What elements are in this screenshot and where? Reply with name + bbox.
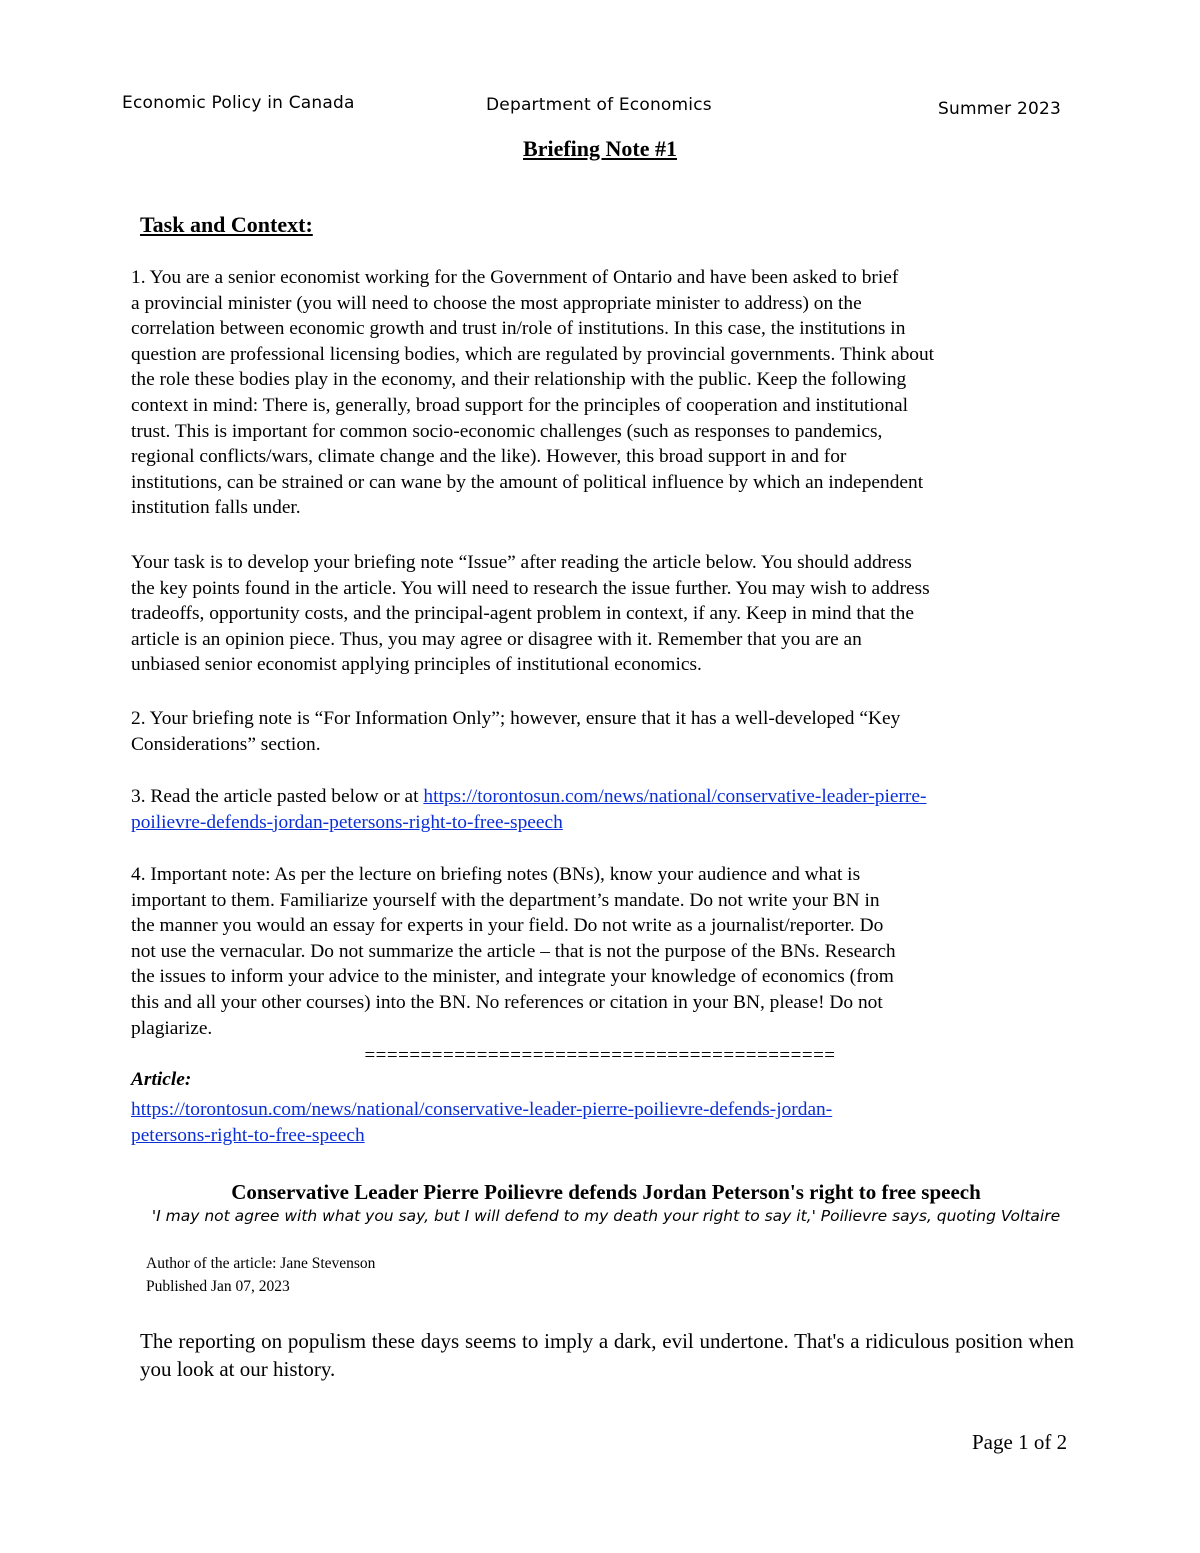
text-line: 4. Important note: As per the lecture on briefing notes (BNs), know your audience and what is bbox=[131, 864, 861, 885]
article-lead-paragraph: The reporting on populism these days seems to imply a dark, evil undertone. That's a ridiculous position when you look at our history. bbox=[140, 1329, 1074, 1381]
text-line: unbiased senior economist applying principles of institutional economics. bbox=[131, 654, 702, 676]
article-url-link-part-2[interactable]: petersons-right-to-free-speech bbox=[131, 1124, 365, 1146]
page-number: Page 1 of 2 bbox=[972, 1430, 1068, 1454]
text-line bbox=[131, 784, 1076, 810]
article-link-part-2[interactable]: poilievre-defends-jordan-petersons-right-to-free-speech bbox=[131, 811, 563, 833]
text-line: context in mind: There is, generally, broad support for the principles of cooperation and institutional bbox=[131, 394, 909, 416]
text-line: plagiarize. bbox=[131, 1017, 213, 1039]
paragraph-information-only bbox=[131, 706, 1076, 757]
read-article-prefix: 3. Read the article pasted below or at bbox=[131, 786, 424, 807]
text-line: not use the vernacular. Do not summarize the article – that is not the purpose of the BNs. Research bbox=[131, 940, 896, 962]
text-line: the role these bodies play in the economy, and their relationship with the public. Keep the following bbox=[131, 369, 907, 391]
article-author: Author of the article: Jane Stevenson bbox=[146, 1255, 376, 1272]
text-line: a provincial minister (you will need to choose the most appropriate minister to address) on the bbox=[131, 292, 862, 314]
text-line: question are professional licensing bodies, which are regulated by provincial governments. Think about bbox=[131, 343, 935, 365]
article-label: Article: bbox=[131, 1069, 192, 1090]
text-line: 2. Your briefing note is “For Information Only”; however, ensure that it has a well-developed “Key bbox=[131, 708, 901, 729]
text-line: Your task is to develop your briefing note “Issue” after reading the article below. You should address bbox=[131, 552, 912, 573]
text-line: trust. This is important for common socio-economic challenges (such as responses to pandemics, bbox=[131, 420, 883, 442]
article-link-part-1[interactable]: https://torontosun.com/news/national/conservative-leader-pierre- bbox=[423, 786, 927, 807]
text-line: the key points found in the article. You will need to research the issue further. You may wish to address bbox=[131, 577, 930, 599]
article-published-date: Published Jan 07, 2023 bbox=[146, 1278, 290, 1295]
separator-line: ========================================== bbox=[364, 1045, 836, 1066]
text-line: this and all your other courses) into the BN. No references or citation in your BN, please! Do not bbox=[131, 991, 883, 1013]
paragraph-important-note bbox=[131, 862, 1076, 1041]
text-line: regional conflicts/wars, climate change and the like). However, this broad support in and for bbox=[131, 446, 847, 468]
paragraph-task-context bbox=[131, 265, 1076, 521]
article-subhead: 'I may not agree with what you say, but I will defend to my death your right to say it,' Poilievre says, quoting Voltaire bbox=[151, 1207, 1061, 1225]
text-line: 1. You are a senior economist working for the Government of Ontario and have been asked to brief bbox=[131, 267, 899, 288]
header-department: Department of Economics bbox=[486, 95, 712, 115]
text-line bbox=[131, 810, 1076, 836]
text-line: the manner you would an essay for experts in your field. Do not write as a journalist/reporter. Do bbox=[131, 915, 884, 937]
text-line: tradeoffs, opportunity costs, and the principal-agent problem in context, if any. Keep in mind that the bbox=[131, 603, 914, 625]
text-line: institution falls under. bbox=[131, 497, 301, 519]
paragraph-read-article bbox=[131, 784, 1076, 835]
task-heading: Task and Context: bbox=[140, 212, 313, 237]
header-term: Summer 2023 bbox=[938, 99, 1062, 119]
text-line: article is an opinion piece. Thus, you may agree or disagree with it. Remember that you are an bbox=[131, 628, 862, 650]
text-line: correlation between economic growth and trust in/role of institutions. In this case, the institutions in bbox=[131, 318, 906, 340]
header-course: Economic Policy in Canada bbox=[122, 93, 355, 113]
article-headline: Conservative Leader Pierre Poilievre defends Jordan Peterson's right to free speech bbox=[231, 1180, 981, 1204]
paragraph-your-task bbox=[131, 550, 1076, 678]
text-line: institutions, can be strained or can wane by the amount of political influence by which an independent bbox=[131, 471, 924, 493]
article-url bbox=[131, 1097, 832, 1148]
page-title: Briefing Note #1 bbox=[523, 136, 677, 161]
text-line: the issues to inform your advice to the minister, and integrate your knowledge of economics (from bbox=[131, 966, 894, 988]
article-url-link-part-1[interactable]: https://torontosun.com/news/national/conservative-leader-pierre-poilievre-defends-jordan- bbox=[131, 1099, 833, 1120]
text-line: Considerations” section. bbox=[131, 733, 321, 755]
text-line: important to them. Familiarize yourself with the department’s mandate. Do not write your BN in bbox=[131, 889, 880, 911]
